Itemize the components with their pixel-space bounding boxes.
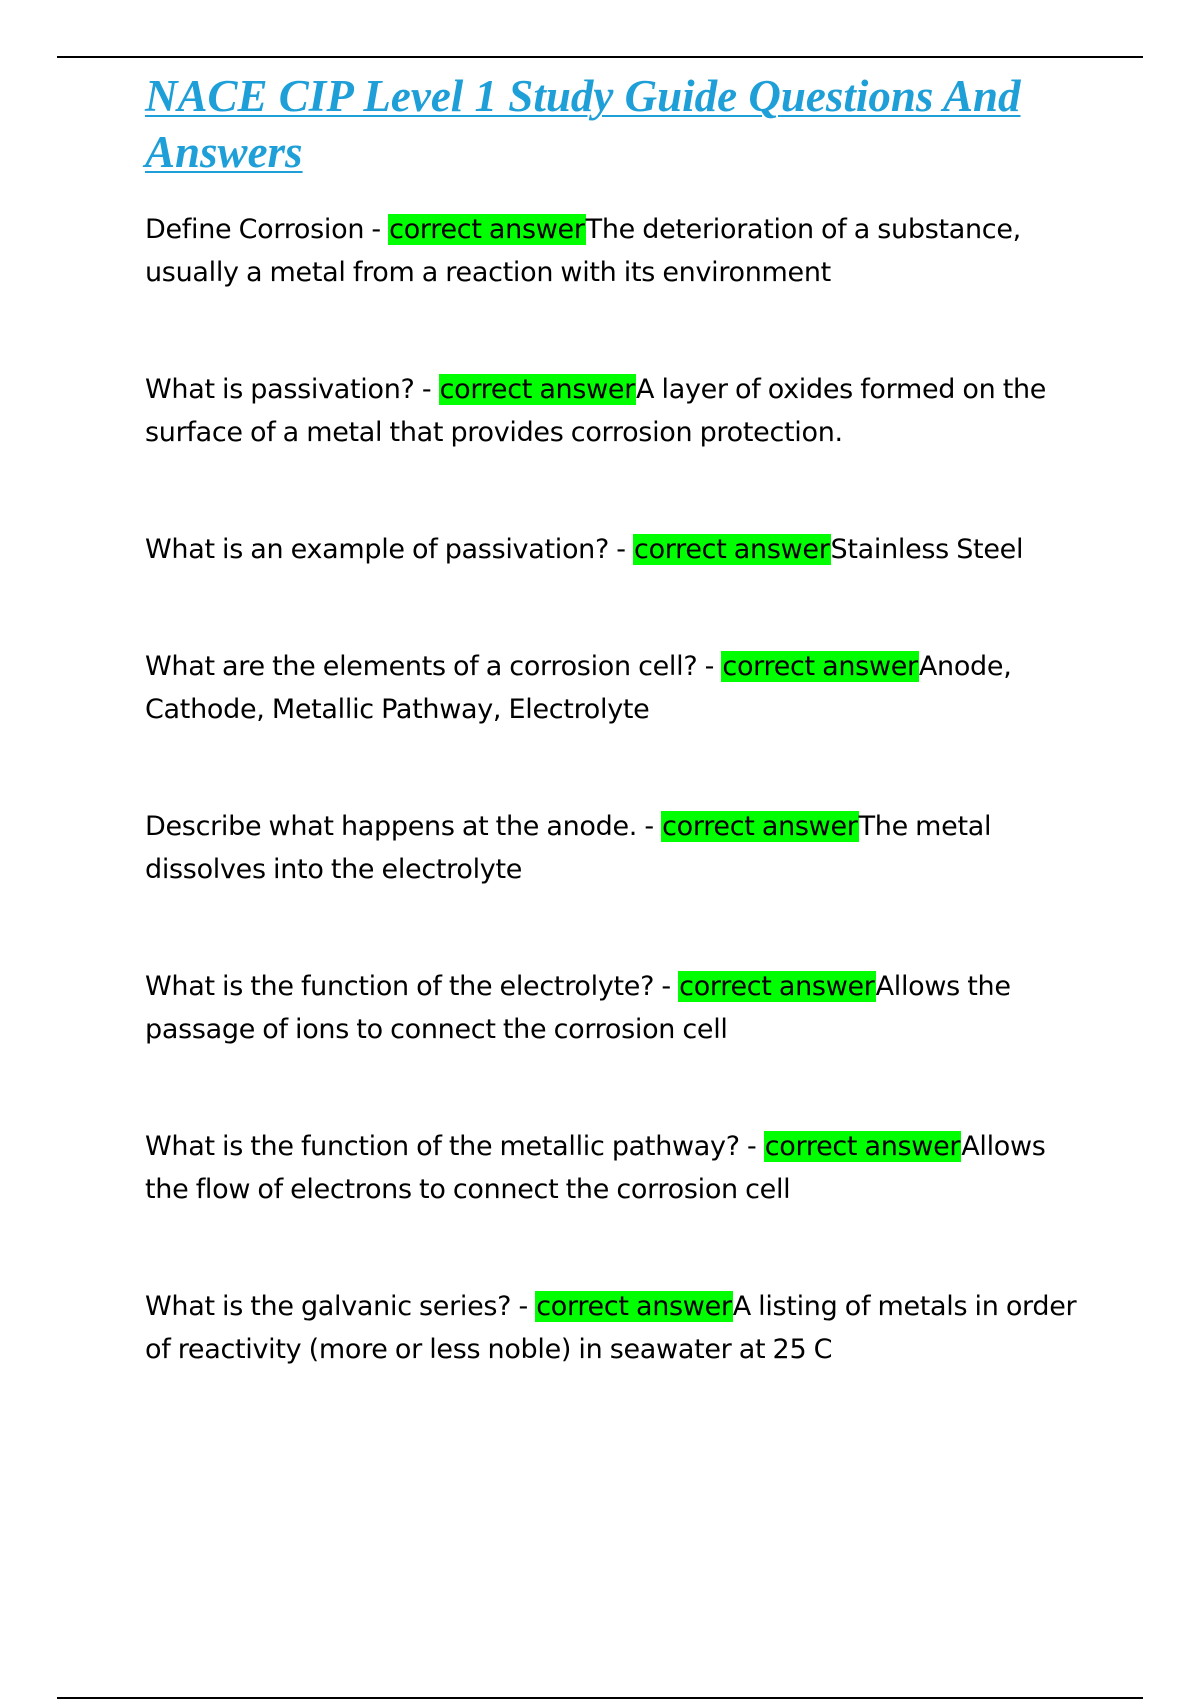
top-rule [57,56,1143,58]
qa-item [145,965,1095,1051]
answer-marker: correct answer [722,651,918,682]
qa-item [145,208,1095,294]
question-text: Describe what happens at the anode. - [145,811,654,842]
question-text: What is the galvanic series? - [145,1291,528,1322]
answer-marker: correct answer [634,534,830,565]
document-body [145,68,1095,1371]
qa-item [145,1125,1095,1211]
qa-item [145,368,1095,454]
answer-text: The deterioration of a substance, usually a metal from a reaction with its environment [145,214,1021,288]
answer-text: Allows the passage of ions to connect the corrosion cell [145,971,1011,1045]
question-text: What is the function of the metallic pathway? - [145,1131,757,1162]
answer-marker: correct answer [439,374,636,405]
qa-item [145,528,1095,571]
answer-marker: correct answer [679,971,875,1002]
document-title: NACE CIP Level 1 Study Guide Questions And Answers [145,71,1021,177]
question-text: What are the elements of a corrosion cell? - [145,651,715,682]
answer-text: Allows the flow of electrons to connect the corrosion cell [145,1131,1046,1205]
answer-marker: correct answer [389,214,585,245]
answer-text: The metal dissolves into the electrolyte [145,811,992,885]
answer-marker: correct answer [662,811,858,842]
question-text: What is the function of the electrolyte? - [145,971,671,1002]
question-text: What is passivation? - [145,374,432,405]
qa-item [145,1285,1095,1371]
answer-text: Anode, Cathode, Metallic Pathway, Electrolyte [145,651,1012,725]
answer-text: A listing of metals in order of reactivity (more or less noble) in seawater at 25 C [145,1291,1077,1365]
qa-item [145,805,1095,891]
answer-text: A layer of oxides formed on the surface of a metal that provides corrosion protection. [145,374,1047,448]
question-text: What is an example of passivation? - [145,534,626,565]
answer-text: Stainless Steel [830,534,1024,565]
answer-marker: correct answer [536,1291,732,1322]
qa-item [145,645,1095,731]
answer-marker: correct answer [764,1131,961,1162]
question-text: Define Corrosion - [145,214,381,245]
bottom-rule [57,1697,1143,1699]
